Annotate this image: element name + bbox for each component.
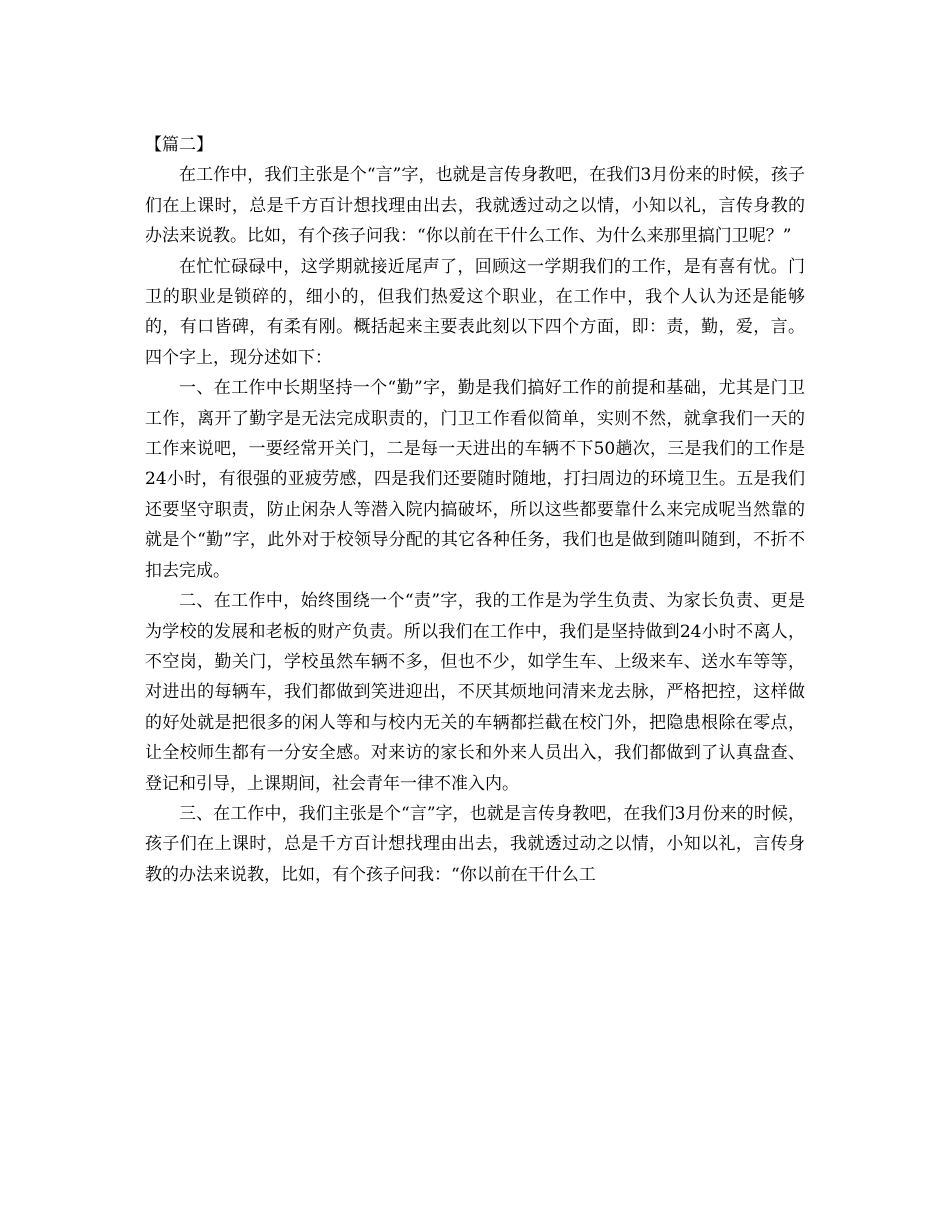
paragraph-intro: 在工作中，我们主张是个“言”字，也就是言传身教吧，在我们3月份来的时候，孩子们在上课时，总是千方百计想找理由出去，我就透过动之以情，小知以礼，言传身教的办法来说教。比如，有个孩子问我：“你以前在干什么工作、为什么来那里搞门卫呢？” xyxy=(145,165,805,247)
paragraph-responsibility: 二、在工作中，始终围绕一个“责”字，我的工作是为学生负责、为家长负责、更是为学校的发展和老板的财产负责。所以我们在工作中，我们是坚持做到24小时不离人，不空岗，勤关门，学校虽然车辆不多，但也不少，如学生车、上级来车、送水车等等，对进出的每辆车，我们都做到笑进迎出，不厌其烦地问清来龙去脉，严格把控，这样做的好处就是把很多的闲人等和与校内无关的车辆都拦截在校门外，把隐患根除在零点，让全校师生都有一分安全感。对来访的家长和外来人员出入，我们都做到了认真盘查、登记和引导，上课期间，社会青年一律不准入内。 xyxy=(145,591,805,794)
document-body xyxy=(145,130,805,890)
paragraph-words: 三、在工作中，我们主张是个“言”字，也就是言传身教吧，在我们3月份来的时候，孩子们在上课时，总是千方百计想找理由出去，我就透过动之以情，小知以礼，言传身教的办法来说教，比如，有个孩子问我：“你以前在干什么工 xyxy=(145,803,805,885)
paragraph-review: 在忙忙碌碌中，这学期就接近尾声了，回顾这一学期我们的工作，是有喜有忧。门卫的职业是锁碎的，细小的，但我们热爱这个职业，在工作中，我个人认为还是能够的，有口皆碑，有柔有刚。概括起来主要表此刻以下四个方面，即：责，勤，爱，言。四个字上，现分述如下： xyxy=(145,256,805,368)
section-heading: 【篇二】 xyxy=(145,135,213,155)
paragraph-diligence: 一、在工作中长期坚持一个“勤”字，勤是我们搞好工作的前提和基础，尤其是门卫工作，离开了勤字是无法完成职责的，门卫工作看似简单，实则不然，就拿我们一天的工作来说吧，一要经常开关门，二是每一天进出的车辆不下50趟次，三是我们的工作是24小时，有很强的亚疲劳感，四是我们还要随时随地，打扫周边的环境卫生。五是我们还要坚守职责，防止闲杂人等潜入院内搞破坏，所以这些都要靠什么来完成呢当然靠的就是个“勤”字，此外对于校领导分配的其它各种任务，我们也是做到随叫随到，不折不扣去完成。 xyxy=(145,378,805,581)
